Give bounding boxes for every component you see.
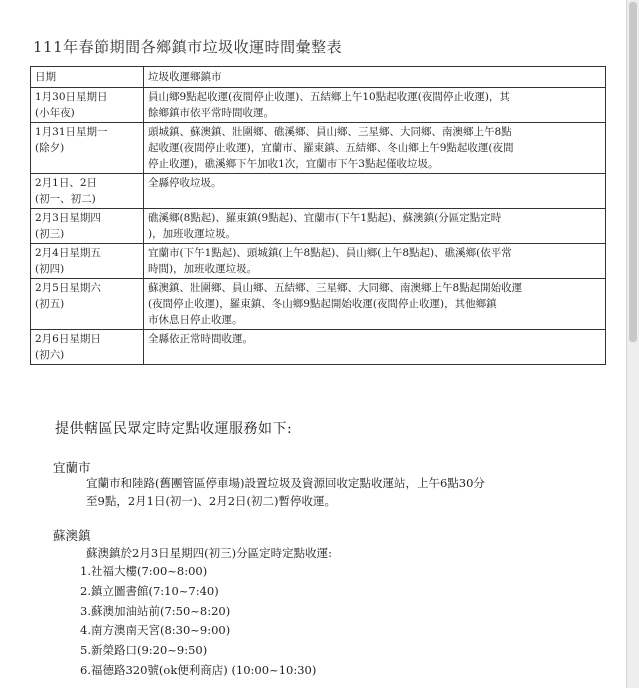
date-cell	[31, 123, 144, 174]
table-row	[31, 123, 606, 174]
date-line: (初六)	[35, 349, 65, 361]
date-line: (除夕)	[35, 142, 65, 154]
detail-line: 礁溪鄉(8點起)、羅東鎮(9點起)、宜蘭市(下午1點起)、蘇澳鎮(分區定點定時	[148, 212, 502, 224]
detail-line: )，加班收運垃圾。	[148, 228, 237, 240]
table-row	[31, 88, 606, 123]
detail-line: 市休息日停止收運。	[148, 314, 243, 326]
list-item: 2.鎮立圖書館(7:10~7:40)	[80, 583, 219, 598]
date-cell	[31, 330, 144, 365]
list-item: 5.新榮路口(9:20~9:50)	[80, 643, 208, 658]
detail-line: 員山鄉9點起收運(夜間停止收運)、五結鄉上午10點起收運(夜間停止收運)，其	[148, 91, 510, 103]
date-line: (初四)	[35, 263, 65, 275]
date-cell	[31, 209, 144, 244]
detail-cell	[144, 88, 606, 123]
date-line: 2月3日星期四	[35, 212, 101, 224]
date-line: 1月30日星期日	[35, 91, 108, 103]
schedule-table	[30, 66, 606, 365]
date-cell	[31, 174, 144, 209]
date-cell	[31, 88, 144, 123]
scrollbar-thumb[interactable]	[629, 2, 637, 342]
table-header-row	[31, 67, 606, 88]
detail-line: 頭城鎮、蘇澳鎮、壯圍鄉、礁溪鄉、員山鄉、三星鄉、大同鄉、南澳鄉上午8點	[148, 126, 512, 138]
service-heading: 提供轄區民眾定時定點收運服務如下:	[55, 421, 293, 437]
list-item: 6.福德路320號(ok便利商店) (10:00~10:30)	[80, 662, 317, 677]
suao-intro: 蘇澳鎮於2月3日星期四(初三)分區定時定點收運:	[86, 546, 332, 560]
suao-section-title: 蘇澳鎮	[53, 528, 91, 543]
detail-line: 全縣依正常時間收運。	[148, 333, 253, 345]
table-row	[31, 330, 606, 365]
yilan-line: 至9點，2月1日(初一)、2月2日(初二)暫停收運。	[86, 494, 337, 508]
list-item: 3.蘇澳加油站前(7:50~8:20)	[80, 603, 231, 618]
date-line: 2月4日星期五	[35, 247, 101, 259]
list-item: 1.社福大樓(7:00~8:00)	[80, 564, 208, 578]
date-line: 1月31日星期一	[35, 126, 108, 138]
detail-line: (夜間停止收運)，羅東鎮、冬山鄉9點起開始收運(夜間停止收運)，其他鄉鎮	[148, 298, 497, 310]
detail-cell	[144, 244, 606, 279]
detail-cell	[144, 330, 606, 365]
table-row	[31, 174, 606, 209]
table-row	[31, 209, 606, 244]
detail-cell	[144, 209, 606, 244]
yilan-section-title: 宜蘭市	[53, 460, 91, 475]
detail-cell	[144, 279, 606, 330]
detail-cell	[144, 123, 606, 174]
date-line: (初五)	[35, 298, 65, 310]
detail-line: 時間)，加班收運垃圾。	[148, 263, 258, 275]
date-cell	[31, 244, 144, 279]
date-line: 2月6日星期日	[35, 333, 101, 345]
detail-line: 餘鄉鎮市依平常時間收運。	[148, 107, 274, 119]
detail-line: 起收運(夜間停止收運)，宜蘭市、羅東鎮、五結鄉、冬山鄉上午9點起收運(夜間	[148, 142, 514, 154]
yilan-section-text	[66, 474, 611, 510]
table-row	[31, 244, 606, 279]
date-line: (初一、初二)	[35, 193, 96, 205]
date-line: (初三)	[35, 228, 65, 240]
detail-cell	[144, 174, 606, 209]
document-title: 111年春節期間各鄉鎮市垃圾收運時間彙整表	[33, 38, 343, 56]
yilan-line: 宜蘭市和陸路(舊團管區停車場)設置垃圾及資源回收定點收運站，上午6點30分	[86, 476, 485, 490]
date-cell	[31, 279, 144, 330]
date-line: 2月5日星期六	[35, 282, 101, 294]
list-item: 4.南方澳南天宮(8:30~9:00)	[80, 623, 231, 638]
detail-line: 蘇澳鎮、壯圍鄉、員山鄉、五結鄉、三星鄉、大同鄉、南澳鄉上午8點起開始收運	[148, 282, 523, 294]
suao-stop-list	[80, 562, 316, 681]
header-towns: 垃圾收運鄉鎮市	[144, 67, 606, 88]
date-line: (小年夜)	[35, 107, 75, 119]
vertical-scrollbar[interactable]	[626, 0, 639, 688]
date-line: 2月1日、2日	[35, 177, 98, 189]
detail-line: 停止收運)，礁溪鄉下午加收1次，宜蘭市下午3點起僅收垃圾。	[148, 158, 439, 170]
header-date: 日期	[31, 67, 144, 88]
detail-line: 全縣停收垃圾。	[148, 177, 222, 189]
table-row	[31, 279, 606, 330]
detail-line: 宜蘭市(下午1點起)、頭城鎮(上午8點起)、員山鄉(上午8點起)、礁溪鄉(依平常	[148, 247, 512, 259]
